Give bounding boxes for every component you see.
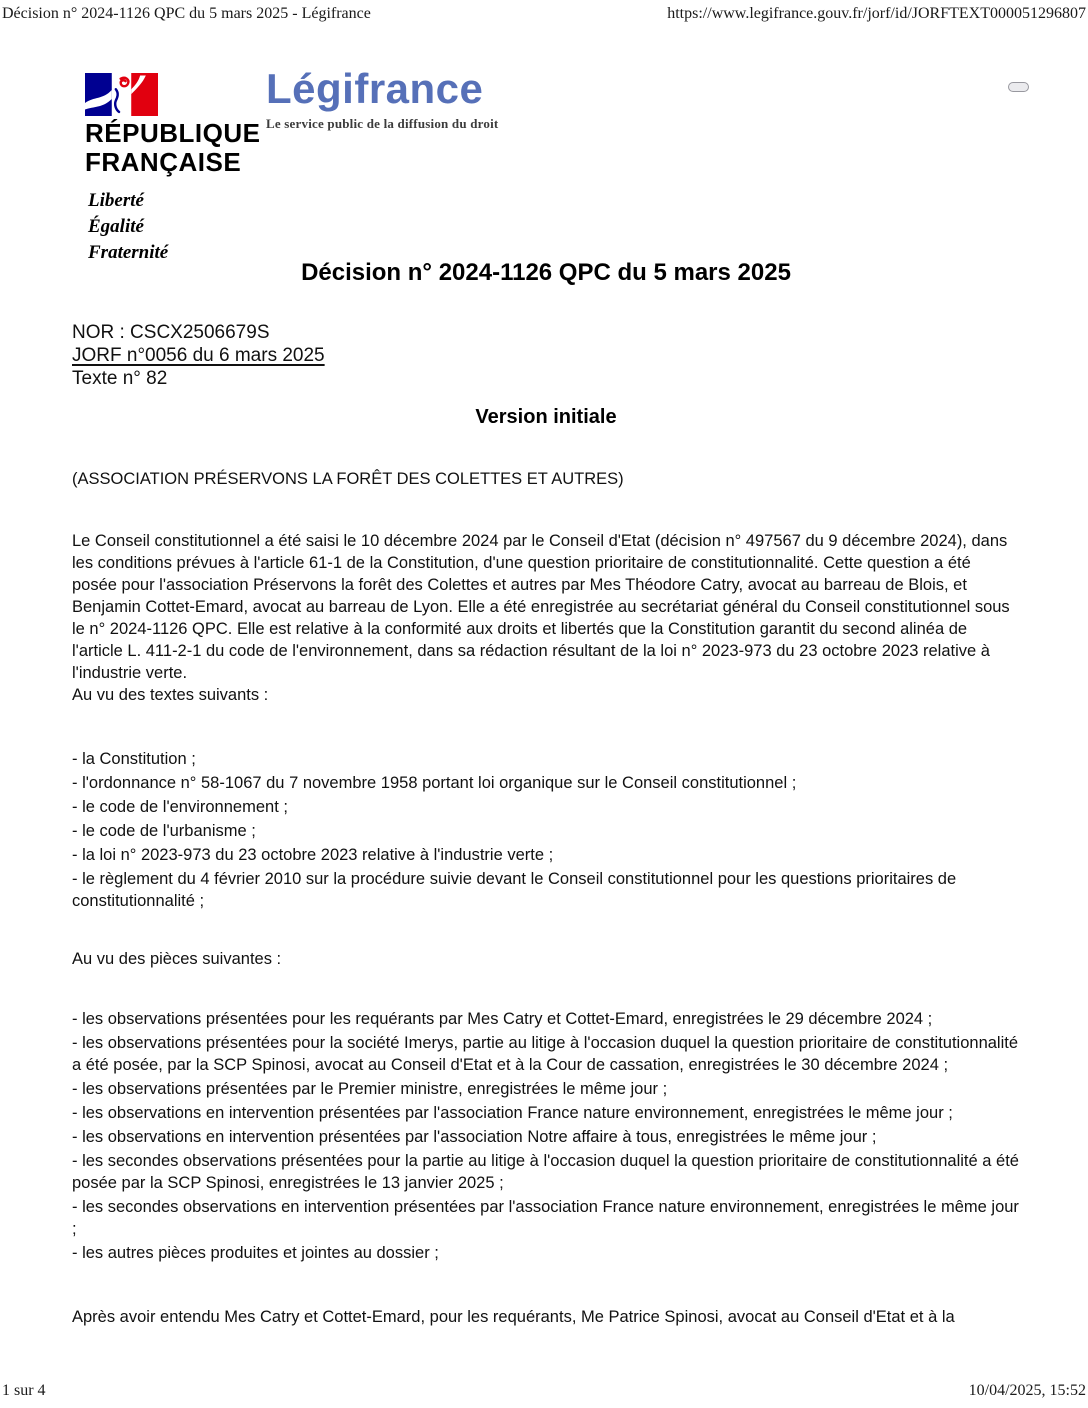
republique-line: RÉPUBLIQUE <box>85 118 261 148</box>
textes-list-item: - la loi n° 2023-973 du 23 octobre 2023 relative à l'industrie verte ; <box>72 846 554 864</box>
textes-intro: Au vu des textes suivants : <box>72 686 269 704</box>
decision-title: Décision n° 2024-1126 QPC du 5 mars 2025 <box>301 259 791 286</box>
jorf-link[interactable]: JORF n°0056 du 6 mars 2025 <box>72 345 325 366</box>
motto-liberte: Liberté <box>88 190 144 211</box>
motto-egalite: Égalité <box>88 216 144 237</box>
association-line: (ASSOCIATION PRÉSERVONS LA FORÊT DES COLETTES ET AUTRES) <box>72 470 624 488</box>
textes-list-item: - l'ordonnance n° 58-1067 du 7 novembre 1958 portant loi organique sur le Conseil constitutionnel ; <box>72 774 797 792</box>
pieces-list-item: - les secondes observations en intervention présentées par l'association France nature environnement, enregistrées le même jour ; <box>72 1198 1019 1238</box>
liberte-egalite-fraternite-motto <box>88 188 260 266</box>
intro-paragraph: Le Conseil constitutionnel a été saisi le 10 décembre 2024 par le Conseil d'Etat (décision n° 497567 du 9 décembre 2024), dans les conditions prévues à l'article 61-1 de la Constitution, d'une question prioritaire de constitutionnalité. Cette question a été posée pour l'association Préservons la forêt des Colettes et autres par Mes Théodore Catry, avocat au barreau de Blois, et Benjamin Cottet-Emard, avocat au barreau de Lyon. Elle a été enregistrée au secrétariat général du Conseil constitutionnel sous le n° 2024-1126 QPC. Elle est relative à la conformité aux droits et libertés que la Constitution garantit du second alinéa de l'article L. 411-2-1 du code de l'environnement, dans sa rédaction résultant de la loi n° 2023-973 du 23 octobre 2023 relative à l'industrie verte. <box>72 532 1010 682</box>
motto-fraternite: Fraternité <box>88 242 169 263</box>
pieces-list-item: - les observations en intervention présentées par l'association France nature environnement, enregistrées le même jour ; <box>72 1104 953 1122</box>
pieces-list-item: - les autres pièces produites et jointes au dossier ; <box>72 1244 439 1262</box>
legifrance-wordmark: Légifrance <box>266 65 484 112</box>
print-header-url: https://www.legifrance.gouv.fr/jorf/id/JORFTEXT000051296807 <box>667 5 1086 22</box>
textes-list-item: - le règlement du 4 février 2010 sur la procédure suivie devant le Conseil constitutionnel pour les questions prioritaires de constitutionnalité ; <box>72 870 957 910</box>
closing-paragraph: Après avoir entendu Mes Catry et Cottet-Emard, pour les requérants, Me Patrice Spinosi, avocat au Conseil d'Etat et à la <box>72 1308 955 1326</box>
republique-francaise-wordmark <box>85 119 260 177</box>
republique-francaise-logo <box>85 73 260 266</box>
collapsed-pill-button[interactable] <box>1008 82 1029 92</box>
textes-list-item: - le code de l'environnement ; <box>72 798 288 816</box>
textes-list-item: - le code de l'urbanisme ; <box>72 822 256 840</box>
francaise-line: FRANÇAISE <box>85 147 242 177</box>
pieces-list <box>72 1008 1020 1264</box>
pieces-list-item: - les observations présentées pour les requérants par Mes Catry et Cottet-Emard, enregistrées le 29 décembre 2024 ; <box>72 1010 933 1028</box>
print-footer-page-number: 1 sur 4 <box>2 1382 46 1399</box>
pieces-list-item: - les observations en intervention présentées par l'association Notre affaire à tous, enregistrées le même jour ; <box>72 1128 877 1146</box>
print-header <box>2 5 1086 23</box>
print-footer-datetime: 10/04/2025, 15:52 <box>968 1382 1086 1399</box>
nor-number: NOR : CSCX2506679S <box>72 322 270 343</box>
pieces-list-item: - les observations présentées pour la société Imerys, partie au litige à l'occasion duquel la question prioritaire de constitutionnalité a été posée, par la SCP Spinosi, avocat au Conseil d'Etat et à la Cour de cassation, enregistrées le 30 décembre 2024 ; <box>72 1034 1019 1074</box>
print-header-title: Décision n° 2024-1126 QPC du 5 mars 2025 - Légifrance <box>2 5 371 22</box>
textes-list-item: - la Constitution ; <box>72 750 196 768</box>
texte-number: Texte n° 82 <box>72 368 168 389</box>
reference-block <box>72 321 1020 390</box>
pieces-intro: Au vu des pièces suivantes : <box>72 950 282 968</box>
legifrance-logo <box>266 66 498 132</box>
decision-document <box>72 258 1020 1345</box>
pieces-list-item: - les observations présentées par le Premier ministre, enregistrées le même jour ; <box>72 1080 668 1098</box>
print-footer <box>2 1382 1086 1400</box>
version-heading: Version initiale <box>475 406 617 428</box>
textes-list <box>72 748 1020 912</box>
legifrance-tagline: Le service public de la diffusion du droit <box>266 116 499 131</box>
pieces-list-item: - les secondes observations présentées pour la partie au litige à l'occasion duquel la question prioritaire de constitutionnalité a été posée par la SCP Spinosi, enregistrées le 13 janvier 2025 ; <box>72 1152 1019 1192</box>
intro-block <box>72 530 1020 706</box>
french-flag-marianne-icon <box>85 73 158 116</box>
